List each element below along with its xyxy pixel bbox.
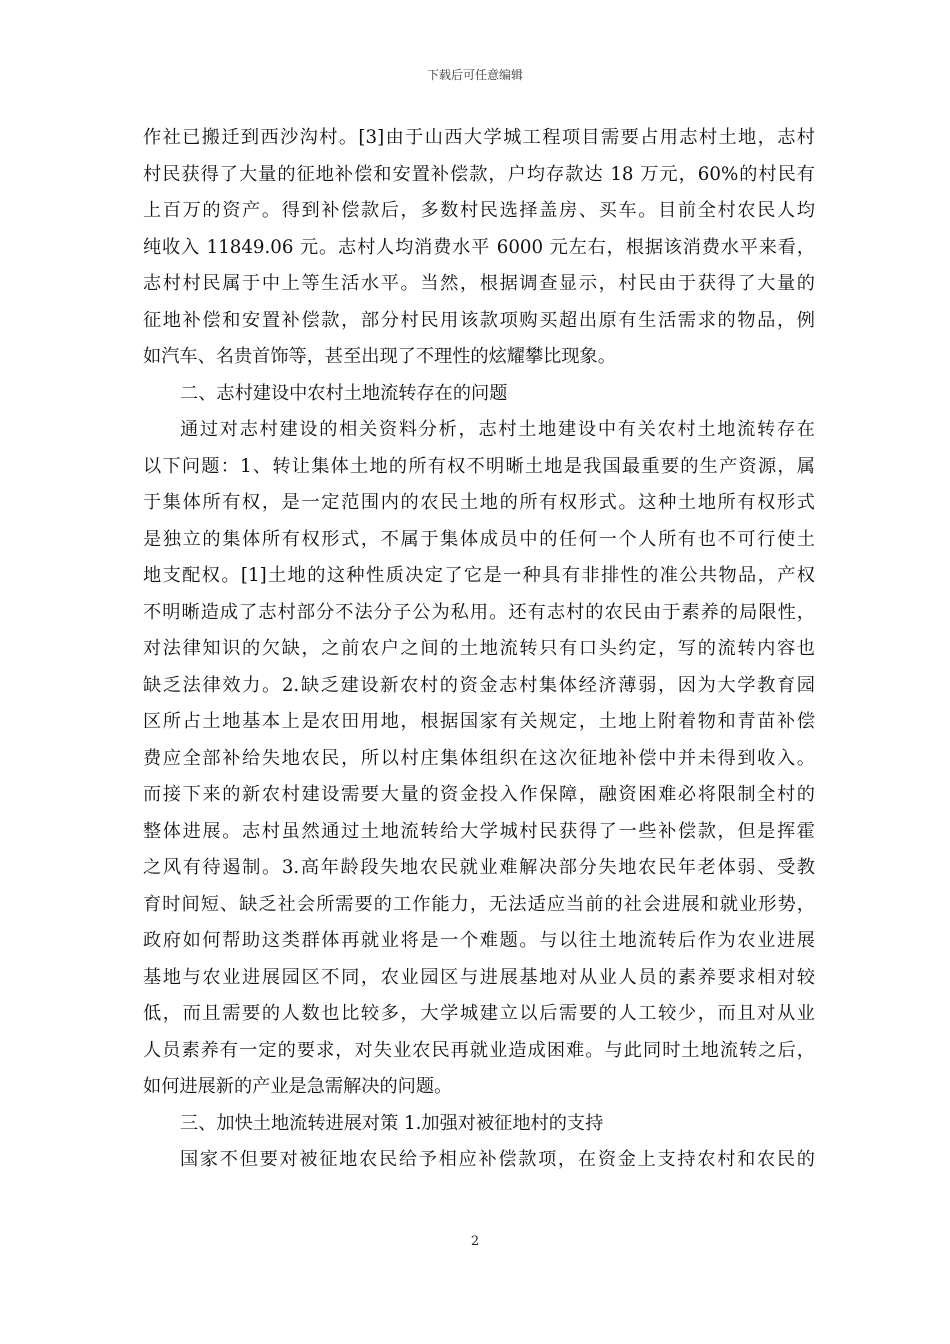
text-line: 以下问题：1、转让集体土地的所有权不明晰土地是我国最重要的生产资源，属 — [143, 455, 815, 477]
section-heading — [143, 376, 815, 413]
text-line: 之风有待遏制。3.高年龄段失地农民就业难解决部分失地农民年老体弱、受教 — [143, 857, 815, 878]
text-line: 上百万的资产。得到补偿款后，多数村民选择盖房、买车。目前全村农民人均 — [143, 200, 815, 221]
page-header: 下载后可任意编辑 — [426, 68, 523, 82]
text-line: 低，而且需要的人数也比较多，大学城建立以后需要的人工较少，而且对从业 — [143, 1003, 815, 1024]
text-line: 基地与农业进展园区不同，农业园区与进展基地对从业人员的素养要求相对较 — [143, 966, 815, 988]
text-line: 通过对志村建设的相关资料分析，志村土地建设中有关农村土地流转存在 — [180, 419, 815, 440]
text-line: 国家不但要对被征地农民给予相应补偿款项，在资金上支持农村和农民的 — [180, 1149, 815, 1170]
paragraph — [143, 120, 815, 376]
document-body — [143, 120, 815, 1179]
text-line: 地支配权。[1]土地的这种性质决定了它是一种具有非排性的准公共物品，产权 — [143, 565, 815, 586]
text-line: 村民获得了大量的征地补偿和安置补偿款，户均存款达 18 万元，60%的村民有 — [143, 163, 815, 185]
text-line: 对法律知识的欠缺，之前农户之间的土地流转只有口头约定，写的流转内容也 — [143, 638, 815, 659]
heading-line: 二、志村建设中农村土地流转存在的问题 — [180, 382, 508, 404]
text-line: 整体进展。志村虽然通过土地流转给大学城村民获得了一些补偿款，但是挥霍 — [143, 820, 815, 842]
text-line: 人员素养有一定的要求，对失业农民再就业造成困难。与此同时土地流转之后， — [143, 1039, 815, 1061]
page-number: 2 — [470, 1234, 480, 1249]
paragraph — [143, 1142, 815, 1179]
text-line: 不明晰造成了志村部分不法分子公为私用。还有志村的农民由于素养的局限性， — [143, 601, 815, 623]
text-line: 而接下来的新农村建设需要大量的资金投入作保障，融资困难必将限制全村的 — [143, 784, 815, 805]
text-line: 区所占土地基本上是农田用地，根据国家有关规定，土地上附着物和青苗补偿 — [143, 711, 815, 732]
paragraph — [143, 412, 815, 1106]
text-line: 育时间短、缺乏社会所需要的工作能力，无法适应当前的社会进展和就业形势， — [143, 893, 815, 915]
text-line: 征地补偿和安置补偿款，部分村民用该款项购买超出原有生活需求的物品，例 — [143, 309, 815, 331]
text-line: 是独立的集体所有权形式，不属于集体成员中的任何一个人所有也不可行使土 — [143, 528, 815, 550]
section-heading — [143, 1106, 815, 1143]
heading-line: 三、加快土地流转进展对策 1.加强对被征地村的支持 — [180, 1112, 604, 1134]
text-line: 作社已搬迁到西沙沟村。[3]由于山西大学城工程项目需要占用志村土地，志村 — [143, 127, 815, 148]
text-line: 志村村民属于中上等生活水平。当然，根据调查显示，村民由于获得了大量的 — [143, 273, 815, 294]
text-line: 于集体所有权，是一定范围内的农民土地的所有权形式。这种土地所有权形式 — [143, 492, 815, 513]
text-line: 费应全部补给失地农民，所以村庄集体组织在这次征地补偿中并未得到收入。 — [143, 747, 815, 769]
text-line: 政府如何帮助这类群体再就业将是一个难题。与以往土地流转后作为农业进展 — [143, 930, 815, 951]
text-line: 如何进展新的产业是急需解决的问题。 — [143, 1076, 453, 1097]
text-line: 缺乏法律效力。2.缺乏建设新农村的资金志村集体经济薄弱，因为大学教育园 — [143, 674, 815, 696]
text-line: 如汽车、名贵首饰等，甚至出现了不理性的炫耀攀比现象。 — [143, 346, 616, 367]
text-line: 纯收入 11849.06 元。志村人均消费水平 6000 元左右，根据该消费水平来看， — [143, 236, 815, 258]
